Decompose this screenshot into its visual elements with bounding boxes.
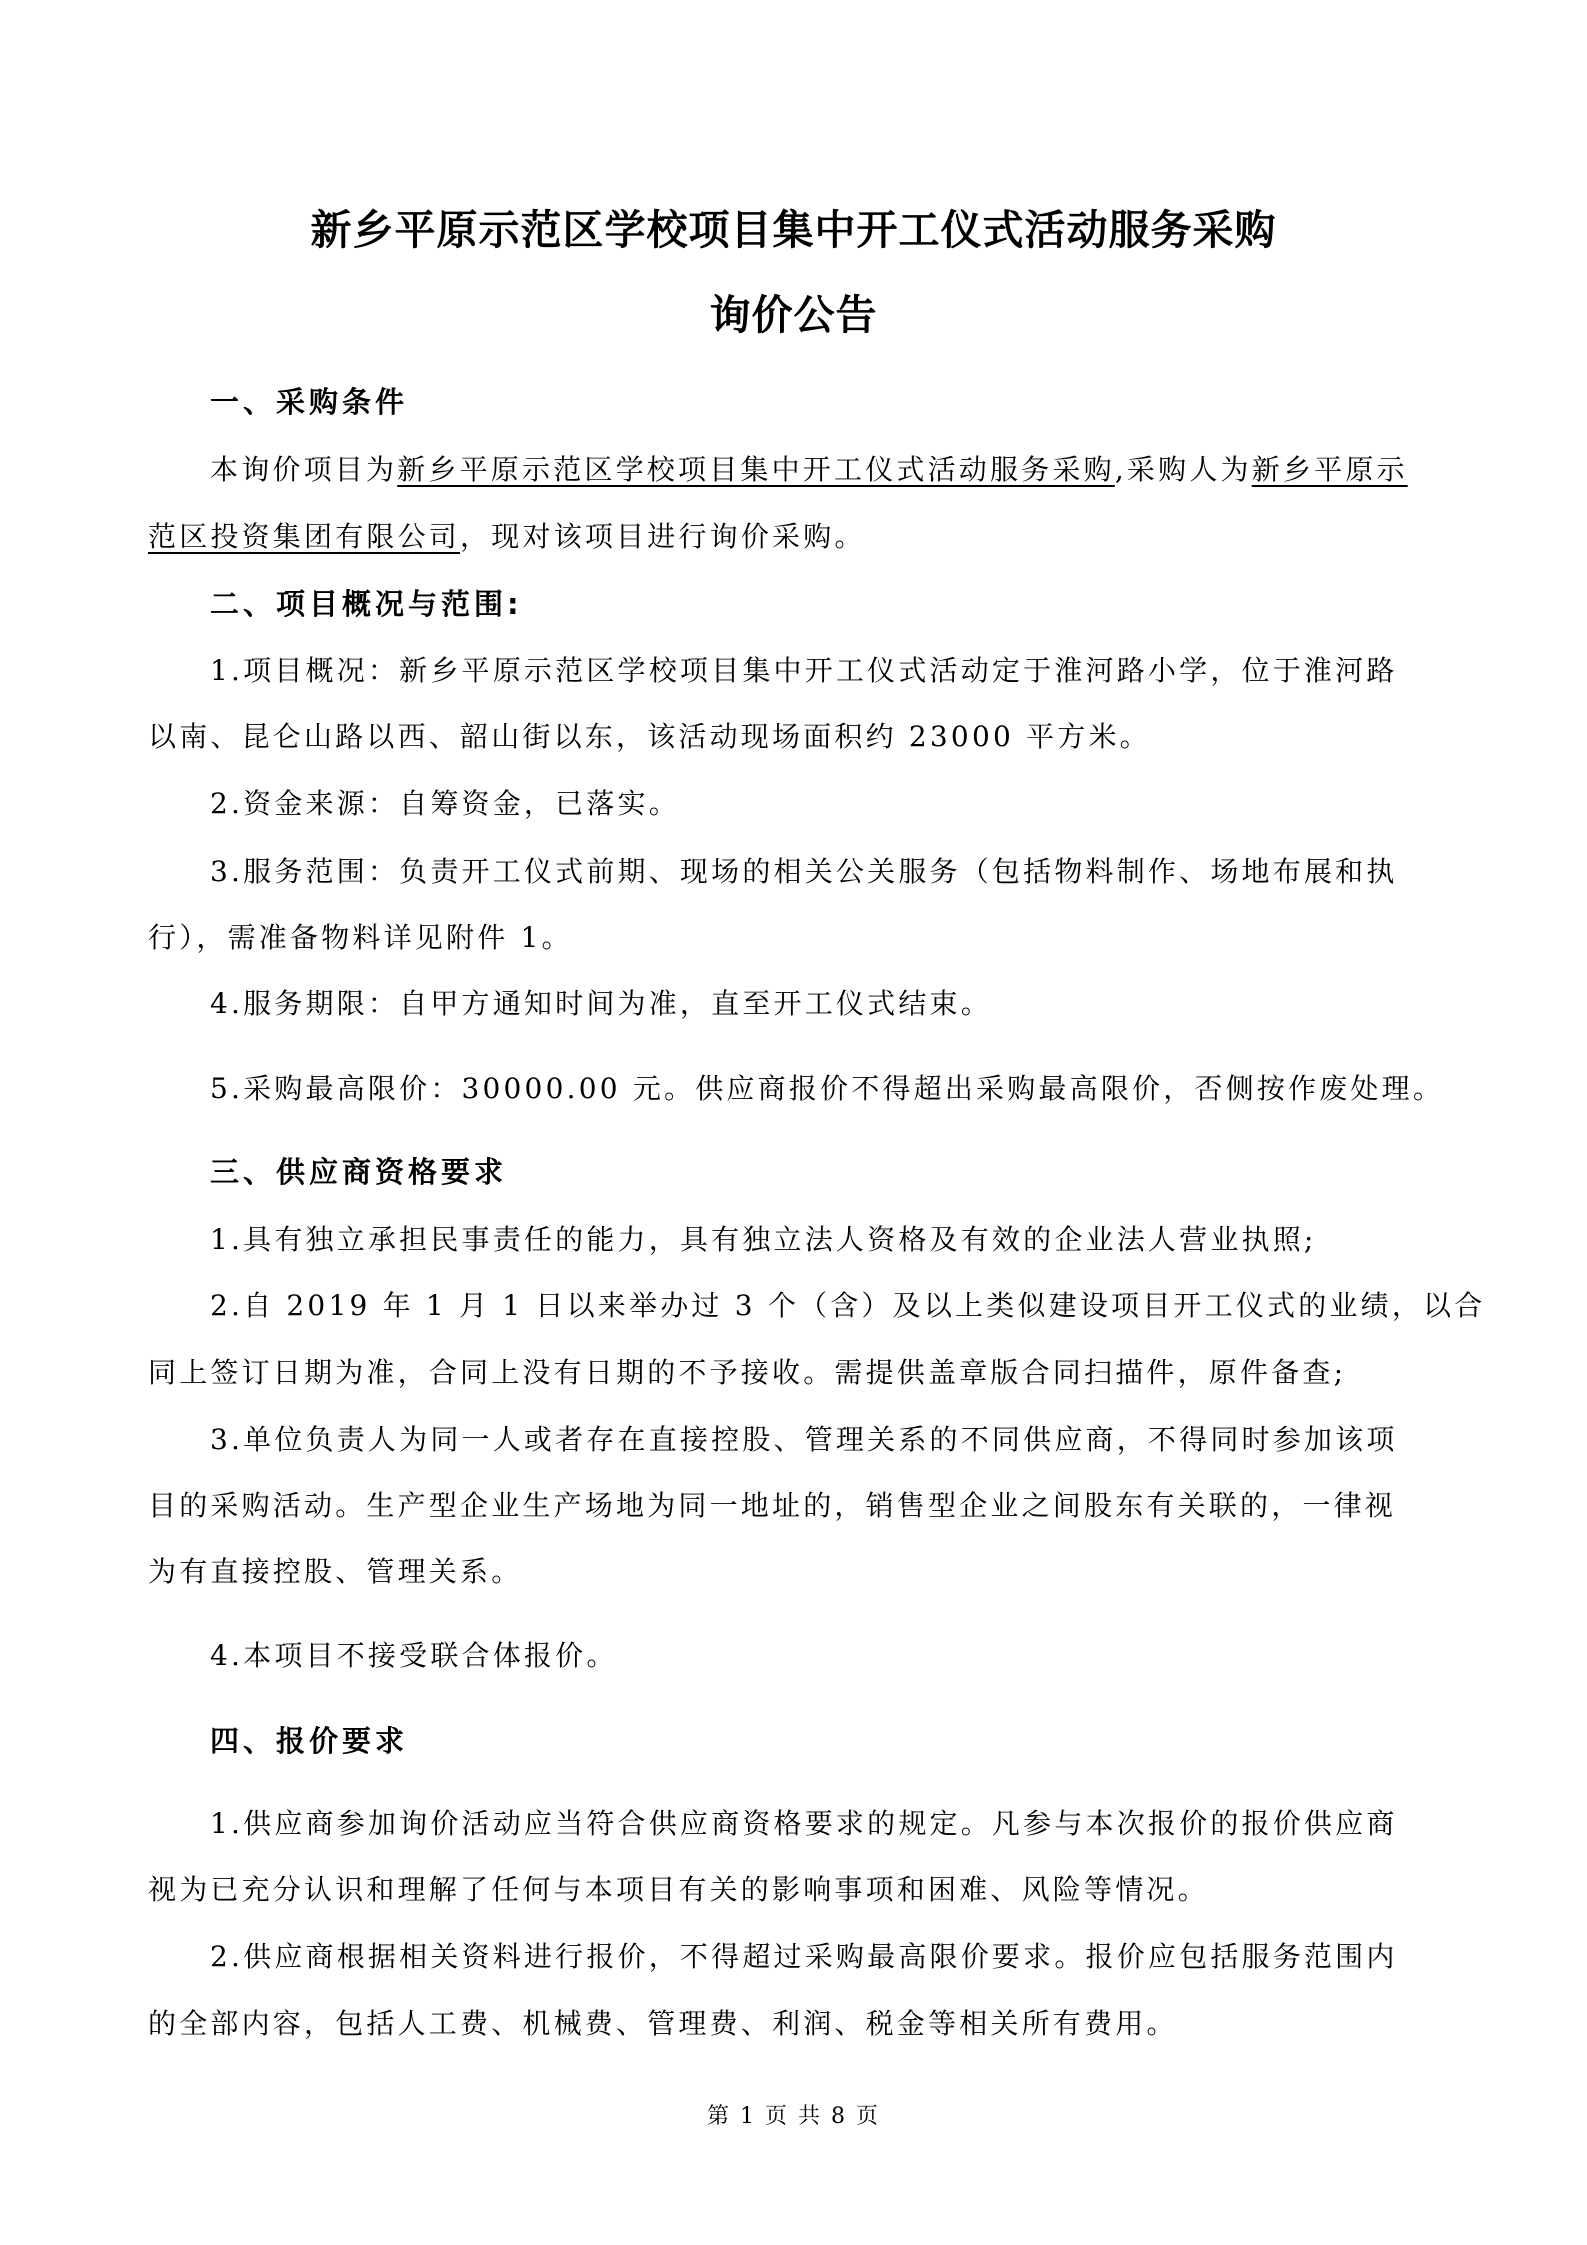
section-2-item-3-line-2: 行），需准备物料详见附件 1。 (148, 921, 573, 954)
section-3-item-2-line-2: 同上签订日期为准，合同上没有日期的不予接收。需提供盖章版合同扫描件，原件备查; (148, 1356, 1347, 1389)
section-4-item-2-line-2: 的全部内容，包括人工费、机械费、管理费、利润、税金等相关所有费用。 (148, 2007, 1178, 2040)
section-3-item-3-line-3: 为有直接控股、管理关系。 (148, 1555, 523, 1588)
section-3-item-3-line-2: 目的采购活动。生产型企业生产场地为同一地址的，销售型企业之间股东有关联的，一律视 (148, 1489, 1397, 1522)
section-2-item-1-line-1: 1.项目概况：新乡平原示范区学校项目集中开工仪式活动定于淮河路小学，位于淮河路 (210, 654, 1398, 687)
section-4-item-2-line-1: 2.供应商根据相关资料进行报价，不得超过采购最高限价要求。报价应包括服务范围内 (210, 1940, 1398, 1973)
section-4-item-1-line-1: 1.供应商参加询价活动应当符合供应商资格要求的规定。凡参与本次报价的报价供应商 (210, 1807, 1398, 1840)
section-2-heading: 二、项目概况与范围: (210, 587, 523, 621)
section-2-item-1-line-2: 以南、昆仑山路以西、韶山街以东，该活动现场面积约 23000 平方米。 (148, 720, 1151, 753)
text-span: ，现对该项目进行询价采购。 (460, 520, 866, 553)
text-span: ,采购人为 (1114, 453, 1252, 486)
section-4-item-1-line-2: 视为已充分认识和理解了任何与本项目有关的影响事项和困难、风险等情况。 (148, 1873, 1209, 1906)
section-2-item-5-line-1: 5.采购最高限价：30000.00 元。供应商报价不得超出采购最高限价，否侧按作废处理。 (210, 1072, 1445, 1105)
section-2-item-3-line-1: 3.服务范围：负责开工仪式前期、现场的相关公关服务（包括物料制作、场地布展和执 (210, 855, 1398, 888)
section-1-heading: 一、采购条件 (210, 385, 409, 419)
document-title-line-1: 新乡平原示范区学校项目集中开工仪式活动服务采购 (310, 206, 1277, 254)
section-1-paragraph-line-2 (148, 520, 866, 553)
section-1-paragraph-line-1 (210, 453, 1408, 486)
text-span: 本询价项目为 (210, 453, 398, 486)
purchaser-name-underlined-part-1: 新乡平原示 (1251, 453, 1408, 486)
section-3-item-4-line-1: 4.本项目不接受联合体报价。 (210, 1639, 618, 1672)
section-3-item-1-line-1: 1.具有独立承担民事责任的能力，具有独立法人资格及有效的企业法人营业执照; (210, 1223, 1317, 1256)
section-3-item-3-line-1: 3.单位负责人为同一人或者存在直接控股、管理关系的不同供应商，不得同时参加该项 (210, 1423, 1398, 1456)
section-3-heading: 三、供应商资格要求 (210, 1155, 508, 1189)
project-name-underlined: 新乡平原示范区学校项目集中开工仪式活动服务采购 (397, 453, 1115, 486)
page-number-footer: 第 1 页 共 8 页 (707, 2104, 880, 2129)
document-title-line-2: 询价公告 (709, 291, 878, 339)
purchaser-name-underlined-part-2: 范区投资集团有限公司 (148, 520, 461, 553)
section-4-heading: 四、报价要求 (210, 1724, 409, 1758)
section-2-item-4-line-1: 4.服务期限：自甲方通知时间为准，直至开工仪式结束。 (210, 987, 992, 1020)
section-2-item-2-line-1: 2.资金来源：自筹资金，已落实。 (210, 787, 680, 820)
section-3-item-2-line-1: 2.自 2019 年 1 月 1 日以来举办过 3 个（含）及以上类似建设项目开工仪式的业绩，以合 (210, 1289, 1486, 1322)
